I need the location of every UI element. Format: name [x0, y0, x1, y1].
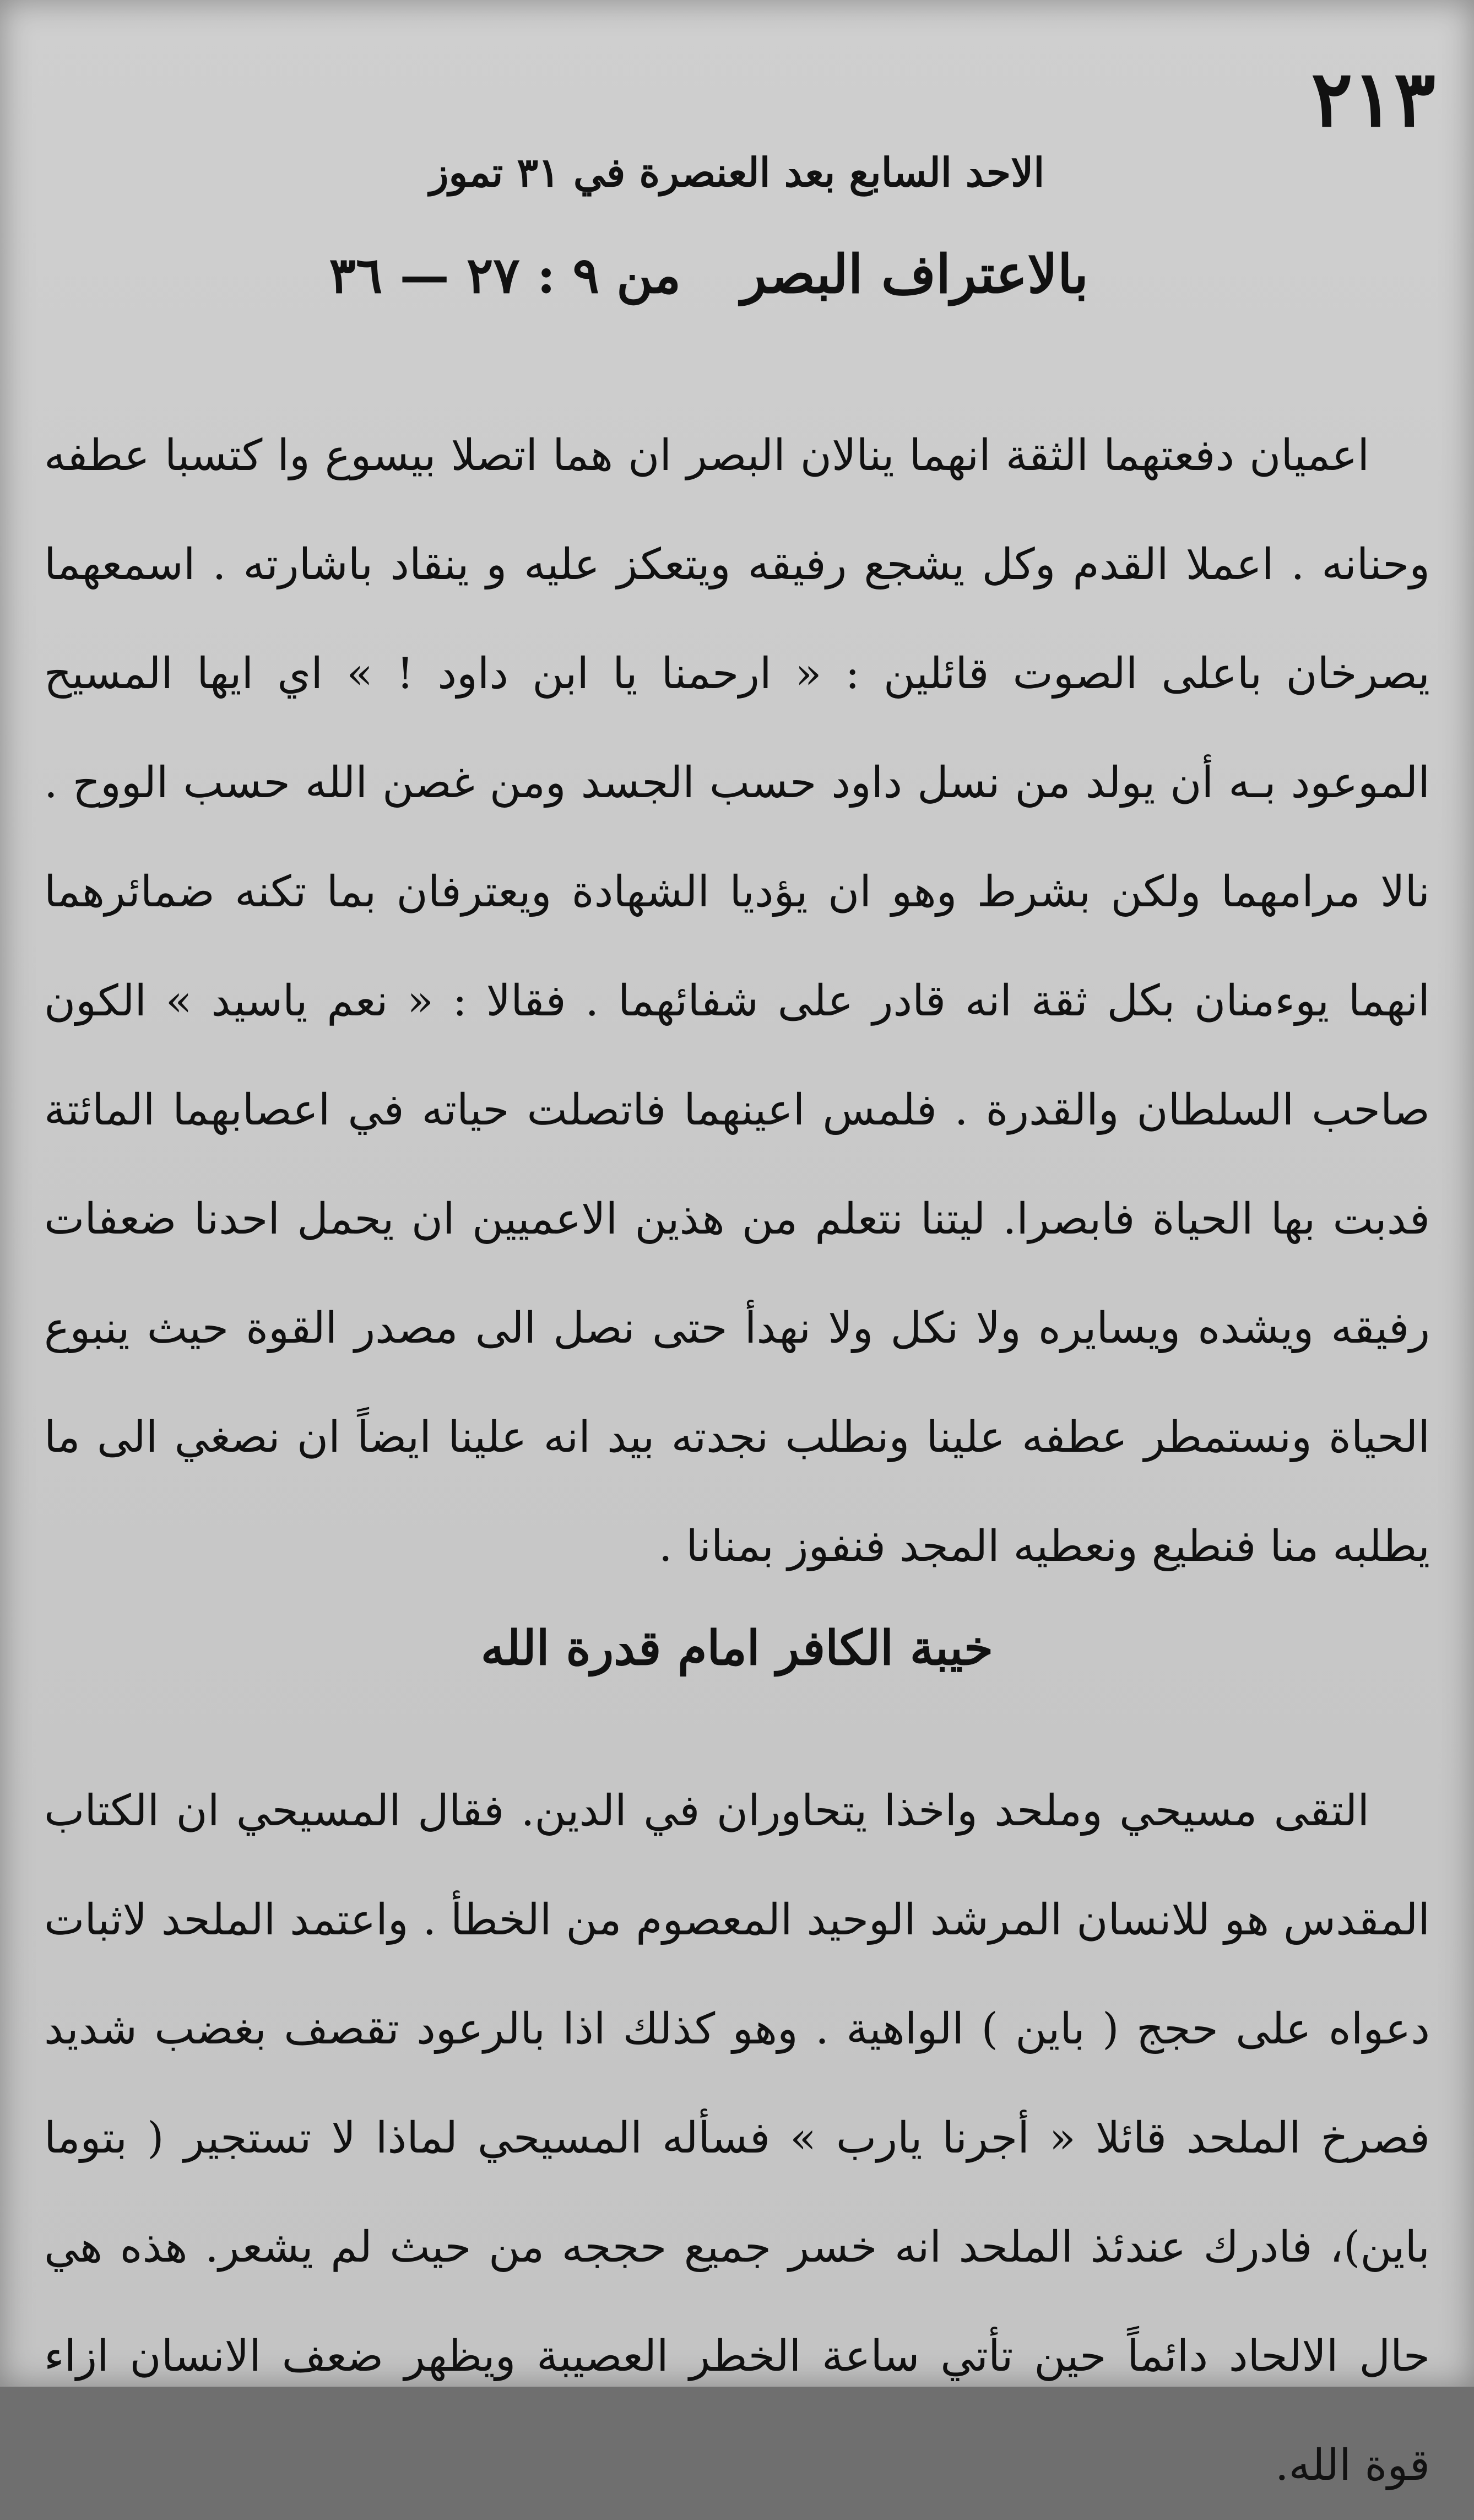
- gospel-reference: من ٩ : ٢٧ — ٣٦: [329, 246, 681, 305]
- page-number: ٢١٣: [1311, 54, 1435, 144]
- gospel-heading: [0, 242, 1474, 309]
- paragraph-blind-men: اعميان دفعتهما الثقة انهما ينالان البصر ان هما اتصلا بيسوع وا كتسبا عطفه وحنانه . اعملا القدم وكل يشجع رفيقه ويتعكز عليه و ينقاد باشارته . اسمعهما يصرخان باعلى الصوت قائلين : « ارحمنا يا ابن داود ! » اي ايها المسيح الموعود بـه أن يولد من نسل داود حسب الجسد ومن غصن الله حسب الووح . نالا مرامهما ولكن بشرط وهو ان يؤديا الشهادة ويعترفان بما تكنه ضمائرهما انهما يوءمنان بكل ثقة انه قادر على شفائهما . فقالا : « نعم ياسيد » الكون صاحب السلطان والقدرة . فلمس اعينهما فاتصلت حياته في اعصابهما المائتة فدبت بها الحياة فابصرا. ليتنا نتعلم من هذين الاعميين ان يحمل احدنا ضعفات رفيقه ويشده ويسايره ولا نكل ولا نهدأ حتى نصل الى مصدر القوة حيث ينبوع الحياة ونستمطر عطفه علينا ونطلب نجدته بيد انه علينا ايضاً ان نصغي الى ما يطلبه منا فنطيع ونعطيه المجد فنفوز بمنانا .: [44, 431, 1430, 1571]
- gospel-title: بالاعتراف البصر: [741, 243, 1088, 305]
- section-subheading: خيبة الكافر امام قدرة الله: [480, 1620, 994, 1676]
- paragraph-atheist: التقى مسيحي وملحد واخذا يتحاوران في الدين. فقال المسيحي ان الكتاب المقدس هو للانسان المرشد الوحيد المعصوم من الخطأ . واعتمد الملحد لاثبات دعواه على حجج ( باين ) الواهية . وهو كذلك اذا بالرعود تقصف بغضب شديد فصرخ الملحد قائلا « أجرنا يارب » فسأله المسيحي لماذا لا تستجير ( بتوما باين)، فادرك عندئذ الملحد انه خسر جميع حججه من حيث لم يشعر. هذه هي حال الالحاد دائماً حين تأتي ساعة الخطر العصيبة ويظهر ضعف الانسان ازاء قوة الله.: [44, 1786, 1430, 2490]
- liturgy-title: الاحد السابع بعد العنصرة في ٣١ تموز: [429, 149, 1045, 196]
